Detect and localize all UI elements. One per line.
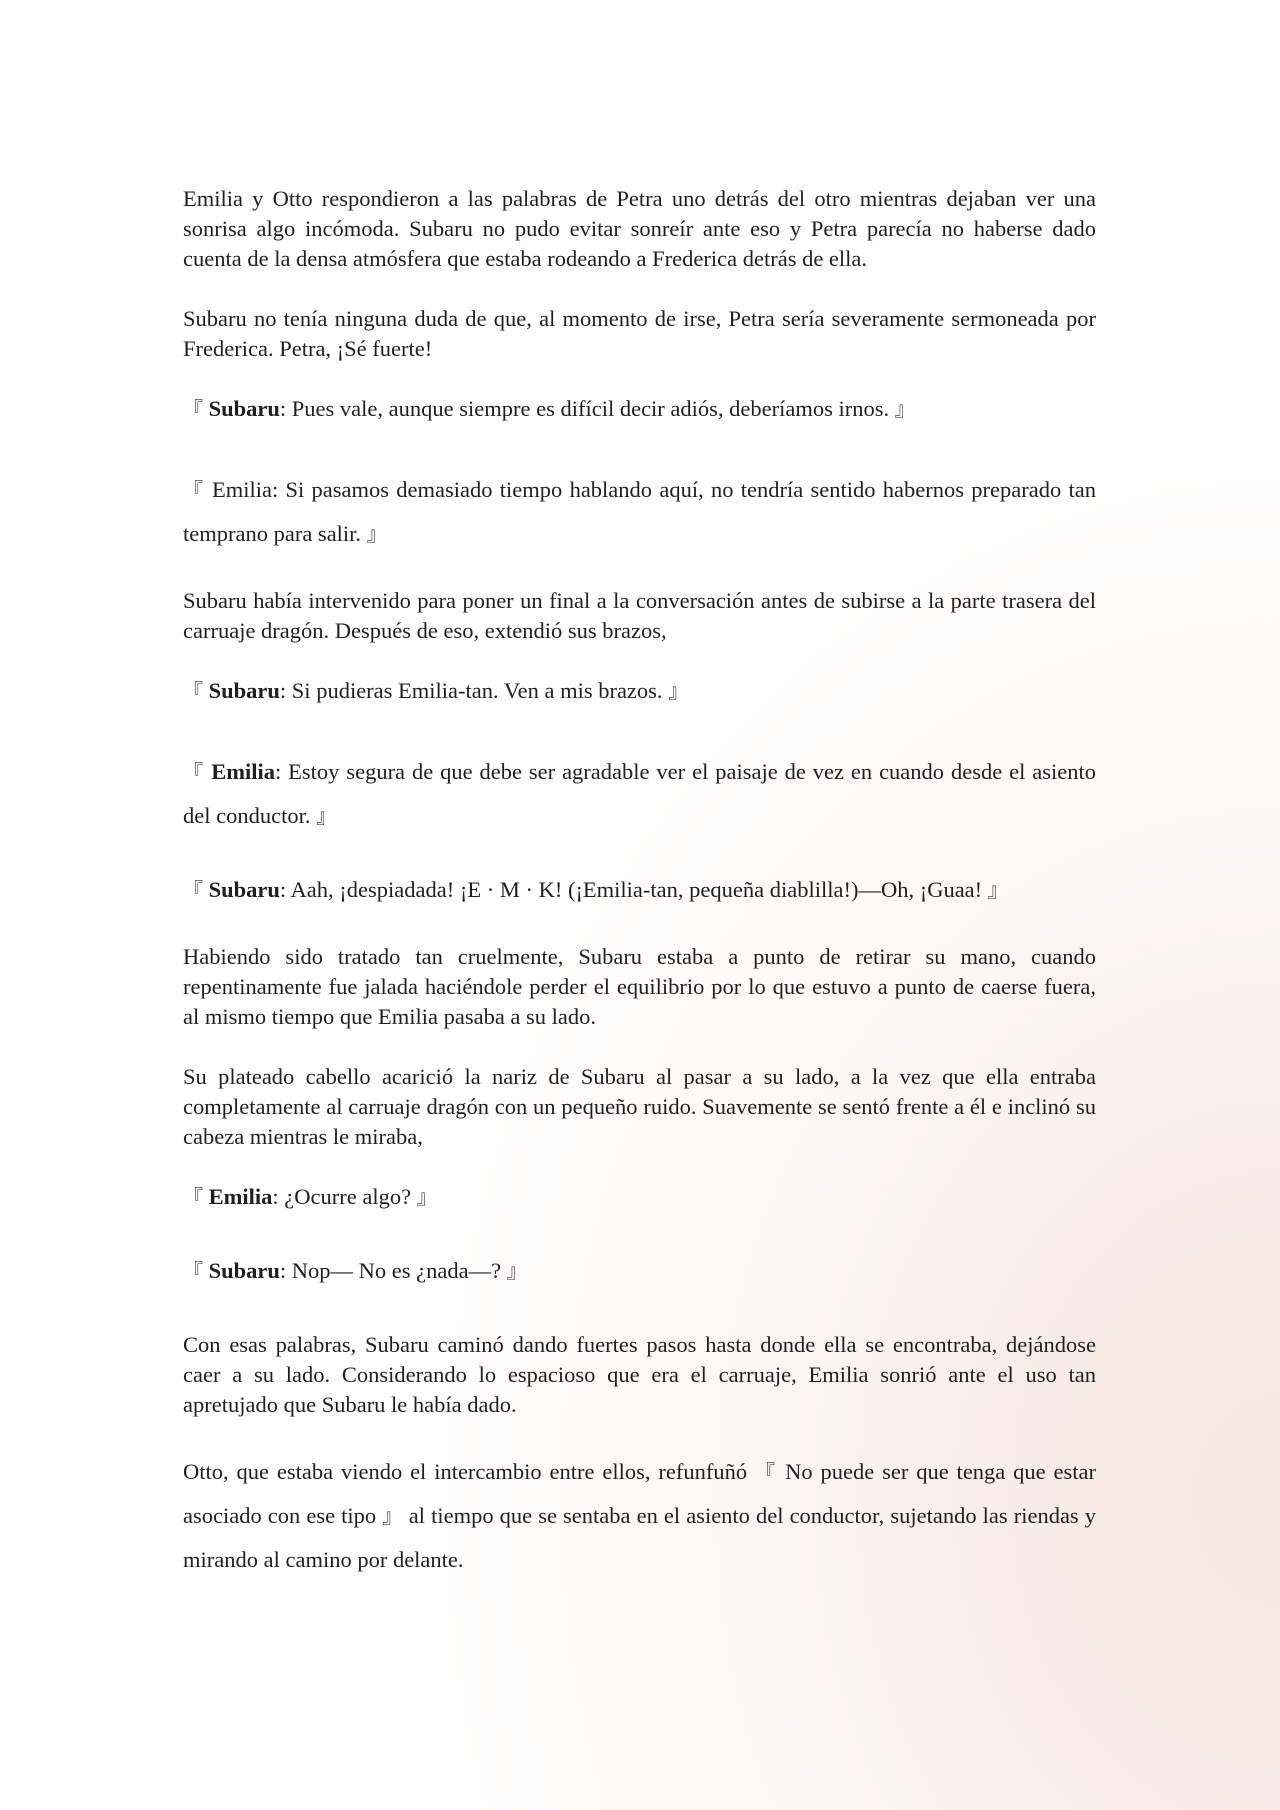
- dialog-text: : Estoy segura de que debe ser agradable ver el paisaje de vez en cuando desde el asiento del conductor.: [183, 759, 1096, 828]
- close-quote-bracket: 』: [366, 522, 387, 546]
- speaker-name: Subaru: [208, 877, 280, 902]
- narration-paragraph: Subaru había intervenido para poner un final a la conversación antes de subirse a la parte trasera del carruaje dragón. Después de eso, extendió sus brazos,: [183, 588, 1096, 643]
- narration-text: Otto, que estaba viendo el intercambio entre ellos, refunfuñó: [183, 1459, 755, 1484]
- narration-paragraph: Emilia y Otto respondieron a las palabras de Petra uno detrás del otro mientras dejaban ver una sonrisa algo incómoda. Subaru no pudo evitar sonreír ante eso y Petra parecía no haberse dado cuenta de la densa atmósfera que estaba rodeando a Frederica detrás de ella.: [183, 186, 1096, 271]
- dialog-line-subaru: [183, 868, 1096, 912]
- dialog-line-emilia: [183, 1182, 1096, 1212]
- open-quote-bracket: 『: [183, 760, 205, 784]
- open-quote-bracket: 『: [183, 478, 205, 502]
- narration-text: al tiempo que se sentaba en el asiento del conductor, sujetando las riendas y mirando al camino por delante.: [183, 1503, 1097, 1572]
- dialog-line-emilia: [183, 468, 1096, 556]
- speaker-name: Emilia: [211, 759, 275, 784]
- speaker-name: Subaru: [208, 396, 280, 421]
- narration-paragraph: Su plateado cabello acarició la nariz de Subaru al pasar a su lado, a la vez que ella entraba completamente al carruaje dragón con un pequeño ruido. Suavemente se sentó frente a él e inclinó su cabeza mientras le miraba,: [183, 1064, 1096, 1149]
- dialog-line-subaru: [183, 676, 1096, 706]
- close-quote-bracket: 』: [382, 1504, 403, 1528]
- dialog-line-subaru: [183, 394, 1096, 424]
- speaker-name: Emilia: [208, 1184, 273, 1209]
- narration-paragraph: Habiendo sido tratado tan cruelmente, Subaru estaba a punto de retirar su mano, cuando repentinamente fue jalada haciéndole perder el equilibrio por lo que estuvo a punto de caerse fuera, al mismo tiempo que Emilia pasaba a su lado.: [183, 944, 1096, 1029]
- narration-paragraph: Con esas palabras, Subaru caminó dando fuertes pasos hasta donde ella se encontraba, dejándose caer a su lado. Considerando lo espacioso que era el carruaje, Emilia sonrió ante el uso tan apretujado que Subaru le había dado.: [183, 1332, 1096, 1417]
- dialog-text: Emilia: Si pasamos demasiado tiempo hablando aquí, no tendría sentido habernos preparado tan temprano para salir.: [183, 477, 1097, 546]
- speaker-name: Subaru: [208, 678, 280, 703]
- dialog-text: : ¿Ocurre algo?: [272, 1184, 417, 1209]
- open-quote-bracket: 『: [183, 1185, 203, 1209]
- dialog-line-emilia: [183, 750, 1096, 838]
- close-quote-bracket: 』: [987, 878, 1008, 902]
- open-quote-bracket: 『: [183, 878, 203, 902]
- open-quote-bracket: 『: [754, 1460, 778, 1484]
- narration-with-quote: [183, 1450, 1096, 1582]
- open-quote-bracket: 『: [183, 397, 203, 421]
- quoted-text: No puede ser que tenga que estar asociado con ese tipo: [183, 1459, 1097, 1528]
- open-quote-bracket: 『: [183, 679, 203, 703]
- dialog-line-subaru: [183, 1256, 1096, 1286]
- document-body: [183, 184, 1096, 1612]
- dialog-text: : Aah, ¡despiadada! ¡E · M · K! (¡Emilia-tan, pequeña diablilla!)—Oh, ¡Guaa!: [279, 877, 988, 902]
- close-quote-bracket: 』: [416, 1185, 437, 1209]
- open-quote-bracket: 『: [183, 1259, 203, 1283]
- close-quote-bracket: 』: [316, 804, 337, 828]
- close-quote-bracket: 』: [894, 397, 915, 421]
- dialog-text: : Nop— No es ¿nada—?: [279, 1258, 507, 1283]
- close-quote-bracket: 』: [668, 679, 689, 703]
- dialog-text: : Si pudieras Emilia-tan. Ven a mis brazos.: [279, 678, 669, 703]
- close-quote-bracket: 』: [506, 1259, 527, 1283]
- dialog-text: : Pues vale, aunque siempre es difícil decir adiós, deberíamos irnos.: [279, 396, 895, 421]
- narration-paragraph: Subaru no tenía ninguna duda de que, al momento de irse, Petra sería severamente sermoneada por Frederica. Petra, ¡Sé fuerte!: [183, 306, 1096, 361]
- speaker-name: Subaru: [208, 1258, 280, 1283]
